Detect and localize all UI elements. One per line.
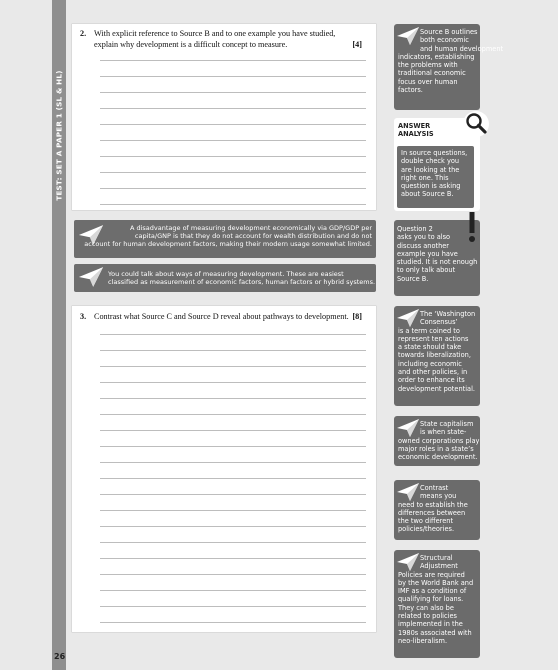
- text-line: classified as measurement of economic factors, human factors or hybrid systems.: [108, 278, 376, 287]
- answer-line: [100, 334, 366, 335]
- text-line: major roles in a state’s: [398, 444, 474, 453]
- text-line: studied. It is not enough: [397, 258, 478, 267]
- measuring-development-text: [108, 270, 374, 286]
- answer-line: [100, 350, 366, 351]
- gdp-disadvantage-text: [74, 224, 372, 249]
- answer-line: [100, 92, 366, 93]
- answer-line: [100, 494, 366, 495]
- text-line: including economic: [398, 359, 462, 368]
- side-label: TEST: SET A PAPER 1 (SL & HL): [54, 69, 64, 201]
- contrast-callout: [394, 480, 480, 540]
- text-line: State capitalism: [420, 420, 474, 428]
- text-line: and human development: [420, 44, 504, 53]
- exclamation-icon: [467, 212, 477, 244]
- text-line: related to policies: [398, 612, 457, 621]
- answer-line: [100, 462, 366, 463]
- text-line: are looking at the: [401, 165, 460, 174]
- text-line: You could talk about ways of measuring development. These are easiest: [108, 270, 344, 278]
- text-line: to only talk about: [397, 266, 456, 275]
- answer-line: [100, 430, 366, 431]
- text-line: a state should take: [398, 343, 462, 352]
- text-line: differences between: [398, 508, 466, 517]
- answer-line: [100, 156, 366, 157]
- washington-consensus-text: [398, 310, 478, 393]
- text-line: policies/theories.: [398, 525, 455, 534]
- text-line: Policies are required: [398, 570, 465, 579]
- text-line: They can also be: [398, 603, 454, 612]
- text-line: question is asking: [401, 182, 461, 191]
- text-line: by the World Bank and: [398, 578, 474, 587]
- answer-line: [100, 366, 366, 367]
- text-line: Consensus’: [420, 318, 458, 327]
- answer-line: [100, 204, 366, 205]
- text-line: owned corporations play: [398, 436, 480, 445]
- text-line: need to establish the: [398, 500, 468, 509]
- text-line: both economic: [420, 36, 469, 45]
- text-line: about Source B.: [401, 190, 454, 199]
- answer-line: [100, 478, 366, 479]
- answer-line: [100, 172, 366, 173]
- answer-line: [100, 446, 366, 447]
- question-3-text: Contrast what Source C and Source D reveal about pathways to development.: [94, 312, 349, 321]
- text-line: The ‘Washington: [420, 310, 476, 318]
- text-line: discuss another: [397, 241, 450, 250]
- text-line: Source B.: [397, 274, 429, 283]
- question-3-marks: [8]: [352, 312, 362, 321]
- text-line: order to enhance its: [398, 376, 465, 385]
- magnifier-icon: [462, 110, 490, 138]
- washington-consensus-callout: [394, 306, 480, 406]
- text-line: represent ten actions: [398, 334, 469, 343]
- text-line: traditional economic: [398, 69, 466, 78]
- question-2-answer-box[interactable]: [72, 24, 376, 210]
- text-line: Contrast: [420, 484, 449, 492]
- structural-adjustment-text: [398, 554, 480, 645]
- answer-line: [100, 526, 366, 527]
- answer-line: [100, 542, 366, 543]
- text-line: neo-liberalism.: [398, 636, 448, 645]
- text-line: asks you to also: [397, 233, 451, 242]
- question-2-line-1: With explicit reference to Source B and to one example you have studied,: [94, 29, 336, 38]
- text-line: 1980s associated with: [398, 628, 472, 637]
- text-line: ANSWER: [398, 122, 431, 130]
- structural-adjustment-callout: [394, 550, 480, 658]
- text-line: Question 2: [397, 225, 433, 233]
- text-line: example you have: [397, 249, 458, 258]
- page-number: 26: [54, 652, 66, 661]
- text-line: account for human development factors, making their modern usage somewhat limited.: [84, 240, 372, 249]
- answer-line: [100, 606, 366, 607]
- text-line: is a term coined to: [398, 326, 460, 335]
- answer-line: [100, 590, 366, 591]
- answer-line: [100, 398, 366, 399]
- text-line: economic development.: [398, 453, 478, 462]
- text-line: Adjustment: [420, 562, 458, 571]
- text-line: implemented in the: [398, 620, 463, 629]
- answer-analysis-body: [397, 146, 474, 208]
- answer-line: [100, 414, 366, 415]
- gdp-disadvantage-tip: [74, 220, 376, 258]
- source-b-callout: [394, 24, 504, 110]
- question-2-marks: [4]: [352, 40, 362, 49]
- text-line: focus over human: [398, 77, 458, 86]
- contrast-text: [398, 484, 480, 534]
- state-capitalism-text: [398, 420, 480, 461]
- answer-line: [100, 124, 366, 125]
- answer-analysis-title: [398, 122, 434, 138]
- text-line: is when state-: [420, 428, 467, 437]
- measuring-development-tip: [74, 264, 376, 292]
- text-line: double check you: [401, 157, 460, 166]
- text-line: the two different: [398, 517, 454, 526]
- text-line: the problems with: [398, 61, 458, 70]
- text-line: A disadvantage of measuring development economically via GDP/GDP per: [129, 224, 372, 232]
- text-line: means you: [420, 492, 457, 501]
- answer-line: [100, 558, 366, 559]
- answer-line: [100, 76, 366, 77]
- question-number: 3.: [80, 312, 87, 321]
- paper-plane-icon: [77, 266, 105, 288]
- text-line: In source questions,: [401, 149, 468, 157]
- answer-line: [100, 622, 366, 623]
- answer-line: [100, 60, 366, 61]
- text-line: Source B outlines: [420, 28, 478, 36]
- question-2-line-2: explain why development is a difficult concept to measure.: [94, 40, 288, 49]
- answer-line: [100, 510, 366, 511]
- text-line: IMF as a condition of: [398, 587, 467, 596]
- text-line: factors.: [398, 86, 423, 95]
- text-line: ANALYSIS: [398, 130, 434, 138]
- answer-line: [100, 108, 366, 109]
- text-line: Structural: [420, 554, 453, 562]
- question-3-answer-box[interactable]: [72, 306, 376, 632]
- text-line: qualifying for loans.: [398, 595, 464, 604]
- answer-line: [100, 188, 366, 189]
- text-line: towards liberalization,: [398, 351, 471, 360]
- state-capitalism-callout: [394, 416, 480, 466]
- text-line: development potential.: [398, 384, 476, 393]
- answer-line: [100, 140, 366, 141]
- question-number: 2.: [80, 29, 87, 38]
- source-b-text: [398, 28, 504, 95]
- text-line: capita/GNP is that they do not account for wealth distribution and do not: [134, 232, 372, 241]
- text-line: and other policies, in: [398, 368, 468, 377]
- answer-line: [100, 382, 366, 383]
- text-line: right one. This: [401, 173, 449, 182]
- answer-line: [100, 574, 366, 575]
- text-line: indicators, establishing: [398, 52, 475, 61]
